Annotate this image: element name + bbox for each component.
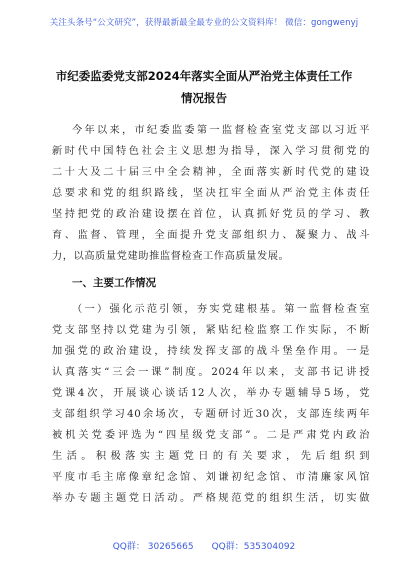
text-line: 举办专题主题党日活动。严格规范党的组织生活，切实做 bbox=[52, 493, 370, 504]
footer-contact bbox=[0, 539, 408, 552]
qq-group-2: QQ群：535304092 bbox=[211, 542, 296, 552]
section-heading: 一、主要工作情况 bbox=[72, 277, 156, 289]
document-title-line-2: 情况报告 bbox=[181, 91, 227, 105]
section-1-paragraph bbox=[52, 299, 370, 509]
text-line: 平度市毛主席像章纪念馆、刘谦初纪念馆、市清廉家风馆 bbox=[52, 472, 370, 483]
text-line: 今年以来，市纪委监委第一监督检查室党支部以习近平 bbox=[72, 125, 370, 136]
promo-banner: 关注头条号“公文研究”，获得最新最全最专业的公文资料库！ 微信：gongwenyj bbox=[49, 18, 359, 28]
text-line: 认真落实“三会一课”制度。2024年以来，支部书记讲授 bbox=[52, 367, 370, 378]
text-line: 力，以高质量党建助推监督检查工作高质量发展。 bbox=[52, 251, 290, 262]
intro-paragraph bbox=[52, 120, 370, 267]
text-line: 育、监督、管理，全面提升党支部组织力、凝聚力、战斗 bbox=[52, 230, 370, 241]
text-line: 支部组织学习40余场次，专题研讨近30次，支部连续两年 bbox=[52, 409, 370, 420]
text-line: 党课4次，开展谈心谈话12人次，举办专题辅导5场，党 bbox=[52, 388, 370, 399]
text-line: 党支部坚持以党建为引领，紧贴纪检监察工作实际，不断 bbox=[52, 325, 370, 336]
text-line: 生活。积极落实主题党日的有关要求，先后组织到 bbox=[52, 451, 370, 462]
text-line: 被机关党委评选为“四星级党支部”。二是严肃党内政治 bbox=[52, 430, 370, 441]
text-line: 加强党的政治建设，持续发挥支部的战斗堡垒作用。一是 bbox=[52, 346, 370, 357]
text-line: 二十大及二十届三中全会精神，全面落实新时代党的建设 bbox=[52, 167, 370, 178]
document-title-line-1: 市纪委监委党支部2024年落实全面从严治党主体责任工作 bbox=[55, 69, 353, 83]
text-line: 总要求和党的组织路线，坚决扛牢全面从严治党主体责任 bbox=[52, 188, 370, 199]
text-line: 坚持把党的政治建设摆在首位，认真抓好党员的学习、教 bbox=[52, 209, 370, 220]
qq-group-1: QQ群： 30265665 bbox=[112, 542, 194, 552]
text-line: 新时代中国特色社会主义思想为指导，深入学习贯彻党的 bbox=[52, 146, 370, 157]
text-line: （一）强化示范引领，夯实党建根基。第一监督检查室 bbox=[72, 304, 370, 315]
document-body bbox=[52, 120, 370, 509]
